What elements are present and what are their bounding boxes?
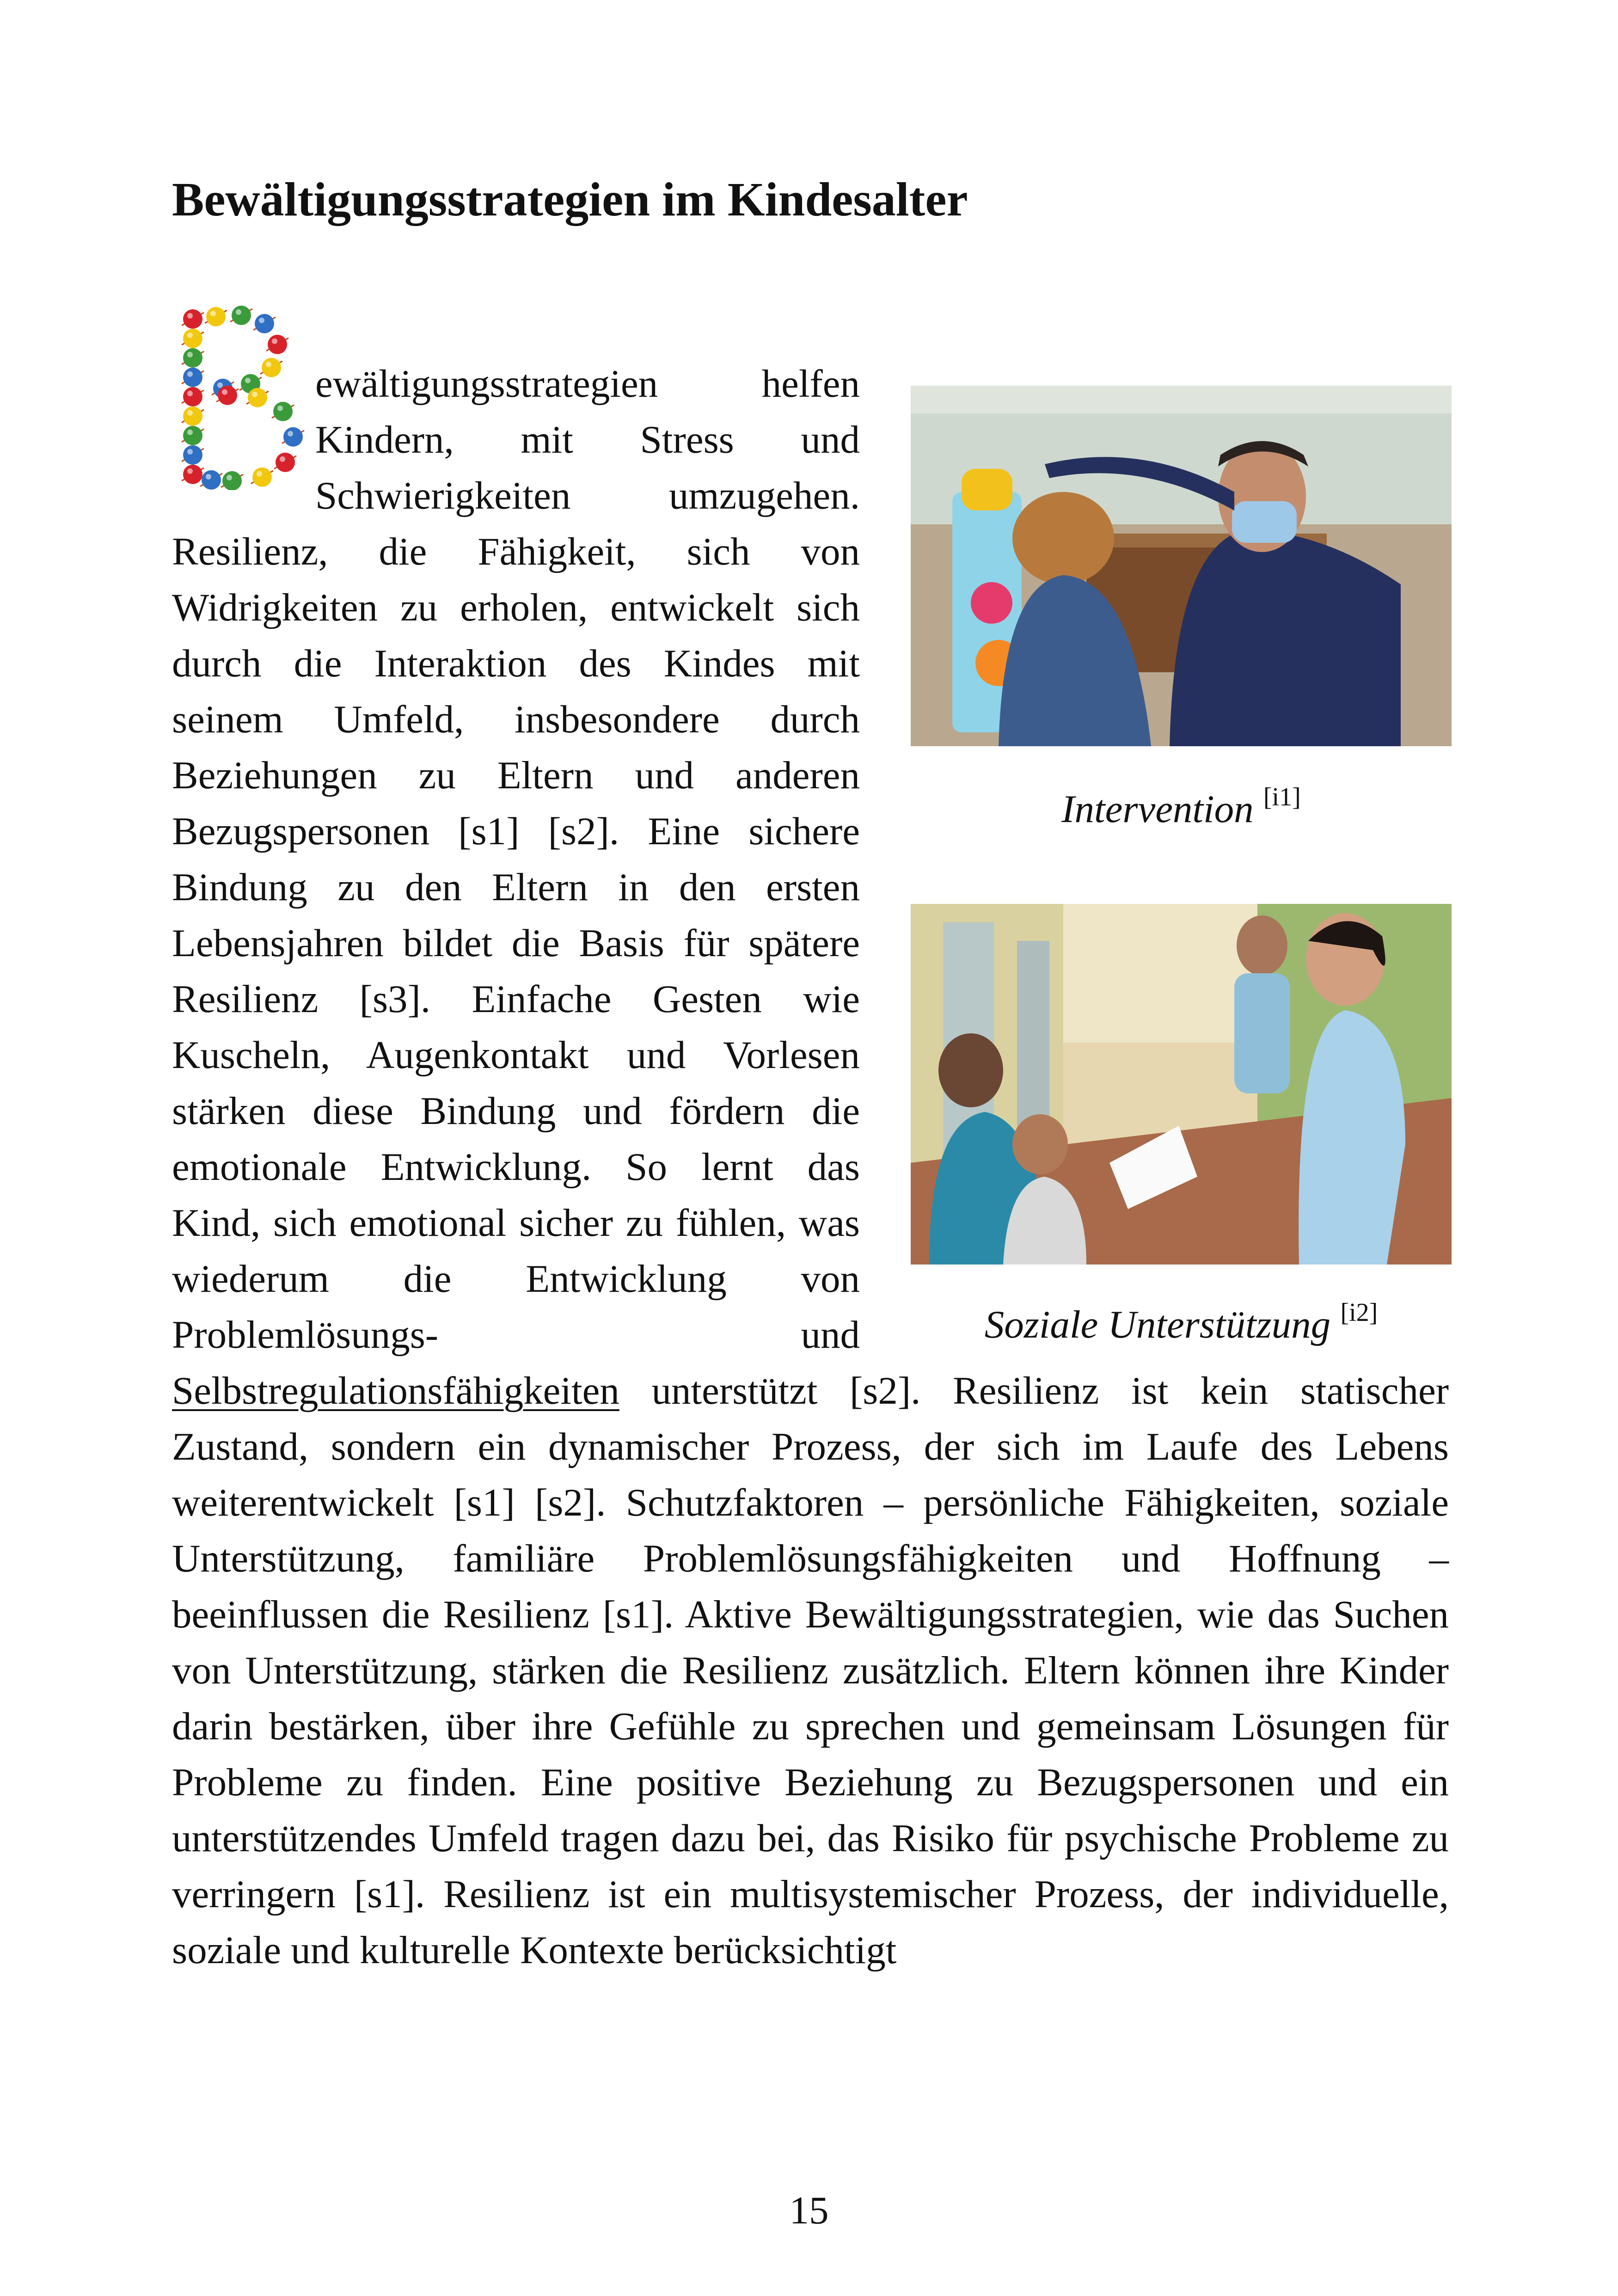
page-title: Bewältigungsstrategien im Kindesalter [172, 173, 968, 226]
toy-ball [260, 358, 282, 377]
toy-ball [251, 467, 273, 487]
toy-ball [182, 329, 204, 348]
drop-cap-b [172, 305, 311, 490]
underlined-term: Selbstregulationsfähigkeiten [172, 1369, 619, 1412]
toy-ball [253, 314, 276, 333]
figure-caption-intervention: Intervention [i1] [1061, 783, 1301, 831]
toy-ball [274, 453, 296, 472]
figure-ref: [i1] [1263, 783, 1301, 811]
toy-ball [282, 427, 304, 447]
toy-ball [182, 368, 204, 387]
body-text [172, 356, 1449, 1978]
toy-ball [182, 348, 204, 368]
toy-ball [182, 387, 204, 406]
intervention-photo [911, 386, 1452, 746]
toy-ball [230, 306, 252, 325]
paragraph-intro: ewältigungsstrategien helfen Kindern, mit Stress und Schwierigkeiten umzugehen. Resilienz, die Fähigkeit, sich von Widrigkeiten zu erholen, entwickelt sich durch die Interaktion des Kindes mit seinem Umfeld, insbesondere durch Beziehungen zu Eltern und anderen Bezugspersonen [s1] [s2]. Eine sichere Bindung zu den Eltern in den ersten Lebensjahren bildet die Basis für spätere Resilienz [s3]. Einfache Gesten wie Kuscheln, Augenkontakt und Vorlesen stärken diese Bindung und fördern die emotionale Entwicklung. So lernt das Kind, sich emotional sicher zu fühlen, was wiederum die Entwicklung von Problemlösungs- und [172, 362, 860, 1357]
toy-ball [182, 445, 204, 465]
page-number: 15 [789, 2189, 829, 2232]
toy-ball [182, 309, 204, 329]
toy-ball [221, 471, 243, 490]
toy-ball [182, 406, 204, 426]
toy-ball [272, 402, 294, 421]
toy-ball [200, 470, 222, 490]
figure-ref: [i2] [1340, 1298, 1378, 1327]
toy-ball [182, 465, 204, 484]
figure-column [911, 356, 1452, 1346]
figure-caption-social-support: Soziale Unterstützung [i2] [984, 1298, 1378, 1346]
toy-ball [266, 335, 288, 354]
toy-ball [182, 426, 204, 445]
toy-ball [205, 307, 227, 326]
paragraph-rest: unterstützt [s2]. Resilienz ist kein statischer Zustand, sondern ein dynamischer Prozess, der sich im Laufe des Lebens weiterentwickelt [s1] [s2]. Schutzfaktoren – persönliche Fähigkeiten, soziale Unterstützung, familiäre Problemlösungsfähigkeiten und Hoffnung – beeinflussen die Resilienz [s1]. Aktive Bewältigungsstrategien, wie das Suchen von Unterstützung, stärken die Resilienz zusätzlich. Eltern können ihre Kinder darin bestärken, über ihre Gefühle zu sprechen und gemeinsam Lösungen für Probleme zu finden. Eine positive Beziehung zu Bezugspersonen und ein unterstützendes Umfeld tragen dazu bei, das Risiko für psychische Probleme zu verringern [s1]. Resilienz ist ein multisystemischer Prozess, der individuelle, soziale und kulturelle Kontexte berücksichtigt [172, 1369, 1449, 1972]
social-support-photo [911, 904, 1452, 1265]
